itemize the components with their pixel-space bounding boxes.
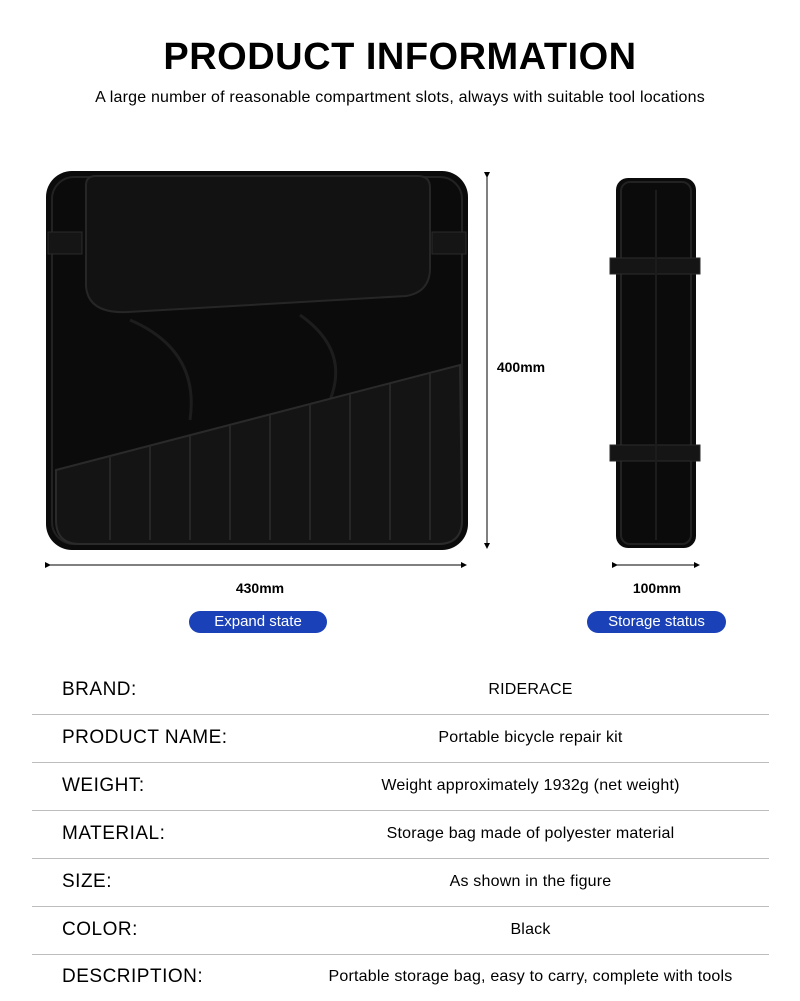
storage-status-badge: Storage status — [587, 611, 726, 633]
spec-label: COLOR: — [62, 919, 138, 940]
spec-label: PRODUCT NAME: — [62, 727, 228, 748]
expanded-bag-image — [46, 171, 468, 550]
spec-label: DESCRIPTION: — [62, 966, 204, 987]
spec-label: MATERIAL: — [62, 823, 166, 844]
spec-value: As shown in the figure — [449, 873, 612, 890]
spec-row-description — [32, 953, 769, 1001]
spec-row-size — [32, 858, 769, 906]
page-subtitle: A large number of reasonable compartment slots, always with suitable tool locations — [95, 89, 705, 106]
spec-label: SIZE: — [62, 871, 113, 892]
spec-row-weight — [32, 762, 769, 810]
spec-value: Black — [510, 921, 551, 938]
spec-row-brand — [32, 666, 769, 714]
spec-value: RIDERACE — [488, 681, 573, 698]
height-label: 400mm — [496, 359, 546, 375]
spec-value: Weight approximately 1932g (net weight) — [381, 777, 680, 794]
rolled-width-label: 100mm — [632, 580, 682, 596]
width-label: 430mm — [235, 580, 285, 596]
spec-label: BRAND: — [62, 679, 137, 700]
expand-state-badge: Expand state — [189, 611, 327, 633]
spec-value: Portable storage bag, easy to carry, complete with tools — [328, 968, 733, 985]
spec-label: WEIGHT: — [62, 775, 145, 796]
spec-row-product-name — [32, 714, 769, 762]
page-title: PRODUCT INFORMATION — [163, 36, 637, 78]
spec-value: Portable bicycle repair kit — [438, 729, 623, 746]
spec-row-material — [32, 810, 769, 858]
spec-value: Storage bag made of polyester material — [386, 825, 675, 842]
rolled-bag-image — [610, 178, 700, 548]
spec-row-color — [32, 906, 769, 954]
